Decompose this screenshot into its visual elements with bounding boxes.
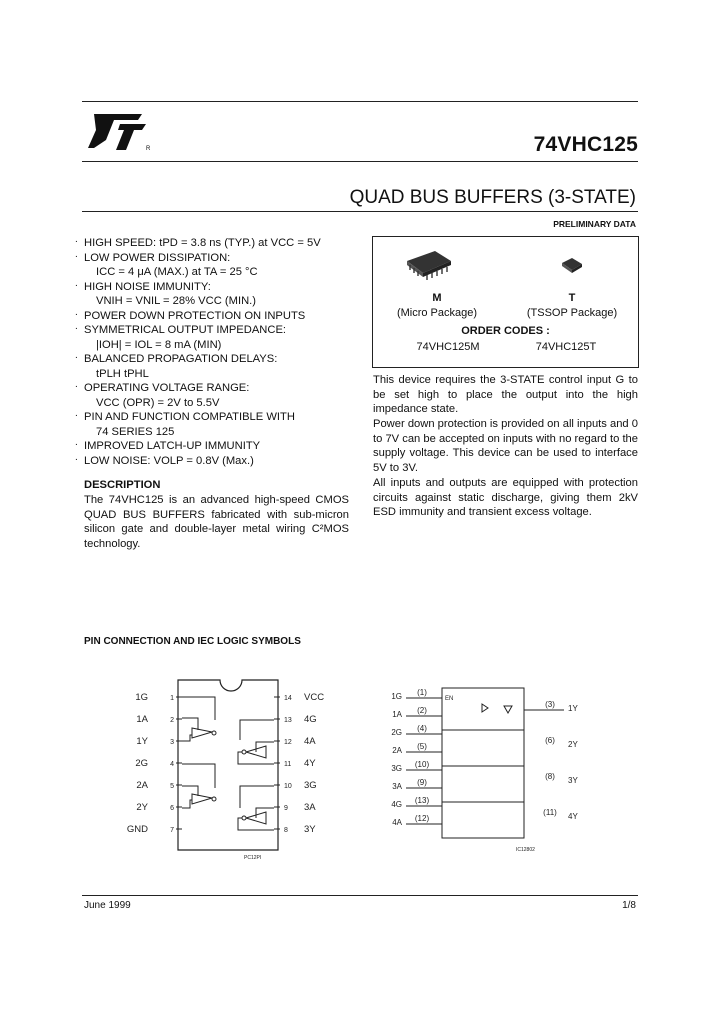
iec-input-name: 1A (392, 710, 402, 719)
iec-input-name: 3A (392, 782, 402, 791)
order-code-t: 74VHC125T (535, 341, 597, 353)
pin-left-number: 5 (170, 783, 174, 790)
device-title: QUAD BUS BUFFERS (3-STATE) (349, 187, 636, 208)
iec-output-number: (8) (545, 772, 555, 781)
pin-right-name: 4Y (304, 758, 316, 769)
pin-left-number: 7 (170, 827, 174, 834)
feature-item: tPLH tPHL (96, 367, 149, 380)
feature-item: VNIH = VNIL = 28% VCC (MIN.) (96, 295, 256, 307)
pin-left-number: 4 (170, 761, 174, 768)
top-rule (82, 101, 638, 102)
svg-text:R: R (146, 146, 151, 152)
subtitle-rule (82, 211, 638, 212)
pin-right-name: VCC (304, 692, 325, 703)
feature-item: 74 SERIES 125 (96, 425, 175, 438)
pin-left-name: 1A (136, 714, 148, 725)
order-codes-heading: ORDER CODES : (461, 325, 550, 337)
pin-right-name: 3Y (304, 824, 316, 835)
st-logo-icon (84, 110, 156, 154)
pin-figure-code: PC12PI (244, 855, 262, 861)
iec-input-number: (10) (414, 760, 430, 769)
iec-output-name: 3Y (568, 776, 578, 785)
pin-left-name: 2A (136, 780, 148, 791)
pkg-m-name: (Micro Package) (396, 307, 478, 319)
right-paragraph-1: This device requires the 3-STATE control input G to be set high to place the output into the high impedance state. (373, 374, 638, 415)
so-package-icon (401, 247, 457, 283)
feature-item: . IMPROVED LATCH-UP IMMUNITY (84, 439, 364, 454)
pin-left-name: GND (126, 824, 148, 835)
iec-output-name: 2Y (568, 740, 578, 749)
pkg-m-letter: M (432, 292, 442, 304)
pin-left-name: 1Y (136, 736, 148, 747)
pin-section-heading: PIN CONNECTION AND IEC LOGIC SYMBOLS (84, 636, 301, 647)
order-code-m: 74VHC125M (416, 341, 480, 353)
right-paragraph-3: All inputs and outputs are equipped with protection circuits against static discharge, giving them 2kV ESD immunity and transient excess voltage. (373, 477, 638, 518)
iec-input-number: (1) (417, 688, 427, 697)
package-box (372, 236, 639, 368)
pin-right-number: 11 (284, 761, 292, 768)
feature-item: . OPERATING VOLTAGE RANGE: (84, 381, 364, 396)
iec-input-name: 4G (391, 800, 402, 809)
pin-right-name: 4A (304, 736, 316, 747)
feature-item: |IOH| = IOL = 8 mA (MIN) (96, 338, 222, 351)
iec-input-name: 4A (392, 818, 402, 827)
pin-right-number: 12 (284, 739, 292, 746)
pin-right-number: 8 (284, 827, 288, 834)
preliminary-label: PRELIMINARY DATA (553, 219, 636, 229)
pin-left-number: 2 (170, 717, 174, 724)
pin-right-name: 3G (304, 780, 317, 791)
feature-item: VCC (OPR) = 2V to 5.5V (96, 396, 220, 409)
part-number: 74VHC125 (533, 133, 638, 156)
feature-item: . PIN AND FUNCTION COMPATIBLE WITH (84, 410, 364, 425)
feature-item: . LOW POWER DISSIPATION: (84, 251, 364, 266)
pkg-t-letter: T (568, 292, 576, 304)
pin-right-name: 3A (304, 802, 316, 813)
iec-output-name: 1Y (568, 704, 578, 713)
feature-item: . POWER DOWN PROTECTION ON INPUTS (84, 309, 364, 324)
iec-input-name: 1G (391, 692, 402, 701)
iec-enable-label: EN (445, 696, 454, 702)
iec-output-name: 4Y (568, 812, 578, 821)
pin-right-number: 13 (284, 717, 292, 724)
pin-left-name: 2G (135, 758, 148, 769)
iec-input-name: 3G (391, 764, 402, 773)
feature-item: . HIGH NOISE IMMUNITY: (84, 280, 364, 295)
pin-right-name: 4G (304, 714, 317, 725)
pin-connection-diagram (120, 672, 350, 864)
feature-item: . BALANCED PROPAGATION DELAYS: (84, 352, 364, 367)
description-text: The 74VHC125 is an advanced high-speed CMOS QUAD BUS BUFFERS fabricated with sub-micron silicon gate and double-layer metal wiring C²MOS technology. (84, 494, 349, 550)
iec-input-number: (13) (414, 796, 430, 805)
pin-right-number: 10 (284, 783, 292, 790)
feature-item: . LOW NOISE: VOLP = 0.8V (Max.) (84, 454, 364, 469)
pkg-t-name: (TSSOP Package) (526, 307, 618, 319)
tssop-package-icon (558, 255, 586, 277)
description-heading: DESCRIPTION (84, 479, 161, 491)
iec-input-name: 2G (391, 728, 402, 737)
pin-left-number: 1 (170, 695, 174, 702)
iec-input-number: (5) (417, 742, 427, 751)
iec-input-name: 2A (392, 746, 402, 755)
iec-input-number: (4) (417, 724, 427, 733)
iec-input-number: (12) (414, 814, 430, 823)
footer-rule (82, 895, 638, 896)
iec-input-number: (9) (417, 778, 427, 787)
right-paragraph-2: Power down protection is provided on all inputs and 0 to 7V can be accepted on inputs with no regard to the supply voltage. This device can be used to interface 5V to 3V. (373, 418, 638, 474)
footer-page: 1/8 (622, 900, 636, 911)
feature-item: . SYMMETRICAL OUTPUT IMPEDANCE: (84, 323, 364, 338)
features-list (84, 236, 364, 468)
feature-item: ICC = 4 μA (MAX.) at TA = 25 °C (96, 266, 258, 278)
pin-left-name: 2Y (136, 802, 148, 813)
iec-output-number: (3) (545, 700, 555, 709)
iec-logic-symbol (380, 682, 600, 858)
title-rule (82, 161, 638, 162)
feature-item: . HIGH SPEED: tPD = 3.8 ns (TYP.) at VCC = 5V (84, 236, 364, 251)
iec-output-number: (6) (545, 736, 555, 745)
pin-left-number: 6 (170, 805, 174, 812)
pin-left-number: 3 (170, 739, 174, 746)
pin-right-number: 9 (284, 805, 288, 812)
iec-input-number: (2) (417, 706, 427, 715)
pin-left-name: 1G (135, 692, 148, 703)
iec-figure-code: IC12802 (516, 847, 535, 853)
iec-output-number: (11) (543, 808, 557, 817)
pin-right-number: 14 (284, 695, 292, 702)
footer-date: June 1999 (84, 900, 131, 911)
